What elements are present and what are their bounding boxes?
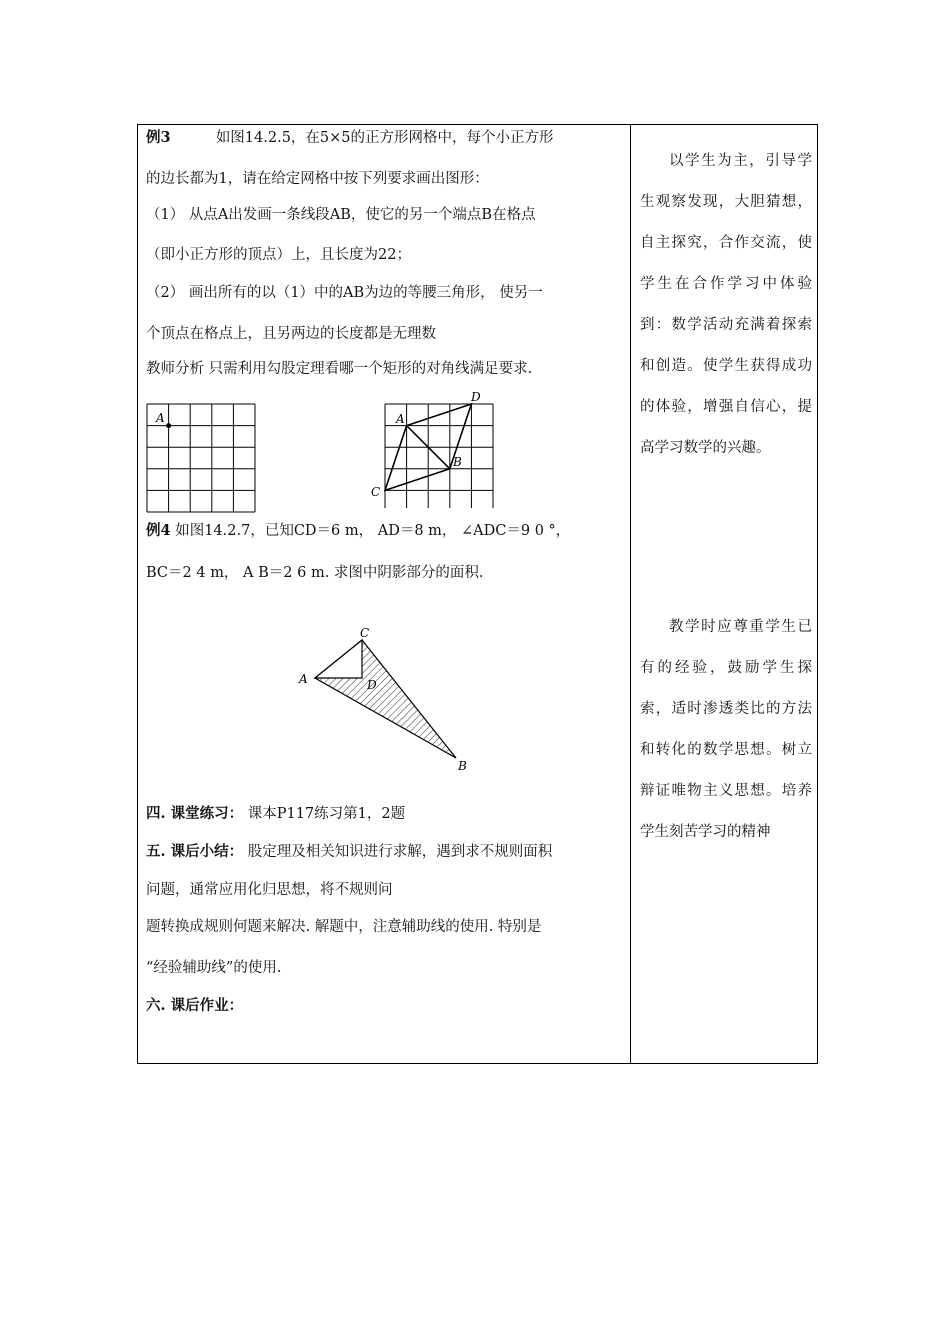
fig3-label-b: B — [458, 759, 467, 773]
example3-label: 例3 — [146, 129, 171, 146]
example3-item2a: （2） 画出所有的以（1）中的AB为边的等腰三角形， 使另一 — [146, 285, 543, 301]
column-divider — [630, 124, 631, 1064]
example3-item1b: （即小正方形的顶点）上，且长度为22； — [146, 247, 411, 263]
section5-text2: 问题，通常应用化归思想，将不规则问 — [146, 882, 393, 898]
fig3-label-d: D — [367, 678, 377, 692]
section4-title: 四. 课堂练习： — [146, 805, 244, 822]
section5-text1: 股定理及相关知识进行求解，遇到求不规则面积 — [247, 844, 553, 860]
section5-title: 五. 课后小结： — [146, 843, 244, 860]
example4-text1: 如图14.2.7，已知CD＝6 m， AD＝8 m， ∠ADC＝9 0 °， — [175, 523, 571, 539]
fig2-label-b: B — [453, 455, 462, 469]
example3-line1 — [146, 128, 554, 148]
example4-label: 例4 — [146, 522, 171, 539]
fig3-label-c: C — [360, 626, 370, 640]
section6-title: 六. 课后作业： — [146, 997, 244, 1014]
example3-text2: 的边长都为1，请在给定网格中按下列要求画出图形： — [146, 171, 489, 187]
side-note-1 — [640, 141, 812, 469]
side-note-1-text: 以学生为主，引导学生观察发现，大胆猜想，自主探究，合作交流，使学生在合作学习中体验到：数学活动充满着探索和创造。使学生获得成功的体验，增强自信心，提高学习数学的兴趣。 — [640, 153, 812, 456]
section5-line1 — [146, 842, 552, 862]
right-triangle-acd — [315, 640, 362, 678]
section5-text4: “经验辅助线”的使用. — [146, 960, 282, 976]
side-note-2 — [640, 607, 812, 853]
example3-item2b: 个顶点在格点上，且另两边的长度都是无理数 — [146, 326, 436, 342]
example4-text2: BC＝2 4 m， A B＝2 6 m. 求图中阴影部分的面积. — [146, 565, 484, 581]
example4-line1 — [146, 521, 570, 541]
fig3-label-a: A — [299, 672, 308, 686]
section4 — [146, 804, 405, 824]
triangle-figure — [290, 618, 480, 778]
fig2-label-c: C — [371, 485, 381, 499]
section4-text: 课本P117练习第1，2题 — [247, 806, 406, 822]
fig2-label-a: A — [396, 412, 405, 426]
grid-figure-1 — [140, 398, 260, 518]
example3-text1: 如图14.2.5，在5×5的正方形网格中，每个小正方形 — [215, 130, 554, 146]
shaded-region — [315, 640, 456, 758]
point-a-dot — [166, 423, 171, 428]
point-a-label: A — [156, 411, 165, 425]
teacher-analysis: 教师分析 只需利用勾股定理看哪一个矩形的对角线满足要求. — [146, 361, 533, 377]
section5-text3: 题转换成规则何题来解决. 解题中，注意辅助线的使用. 特别是 — [146, 919, 542, 935]
example3-item1a: （1） 从点A出发画一条线段AB，使它的另一个端点B在格点 — [146, 207, 536, 223]
grid-figure-2 — [368, 388, 498, 508]
side-note-2-text: 教学时应尊重学生已有的经验，鼓励学生探索，适时渗透类比的方法和转化的数学思想。树立辩证唯物主义思想。培养学生刻苦学习的精神 — [640, 619, 812, 840]
fig2-label-d: D — [471, 390, 481, 404]
